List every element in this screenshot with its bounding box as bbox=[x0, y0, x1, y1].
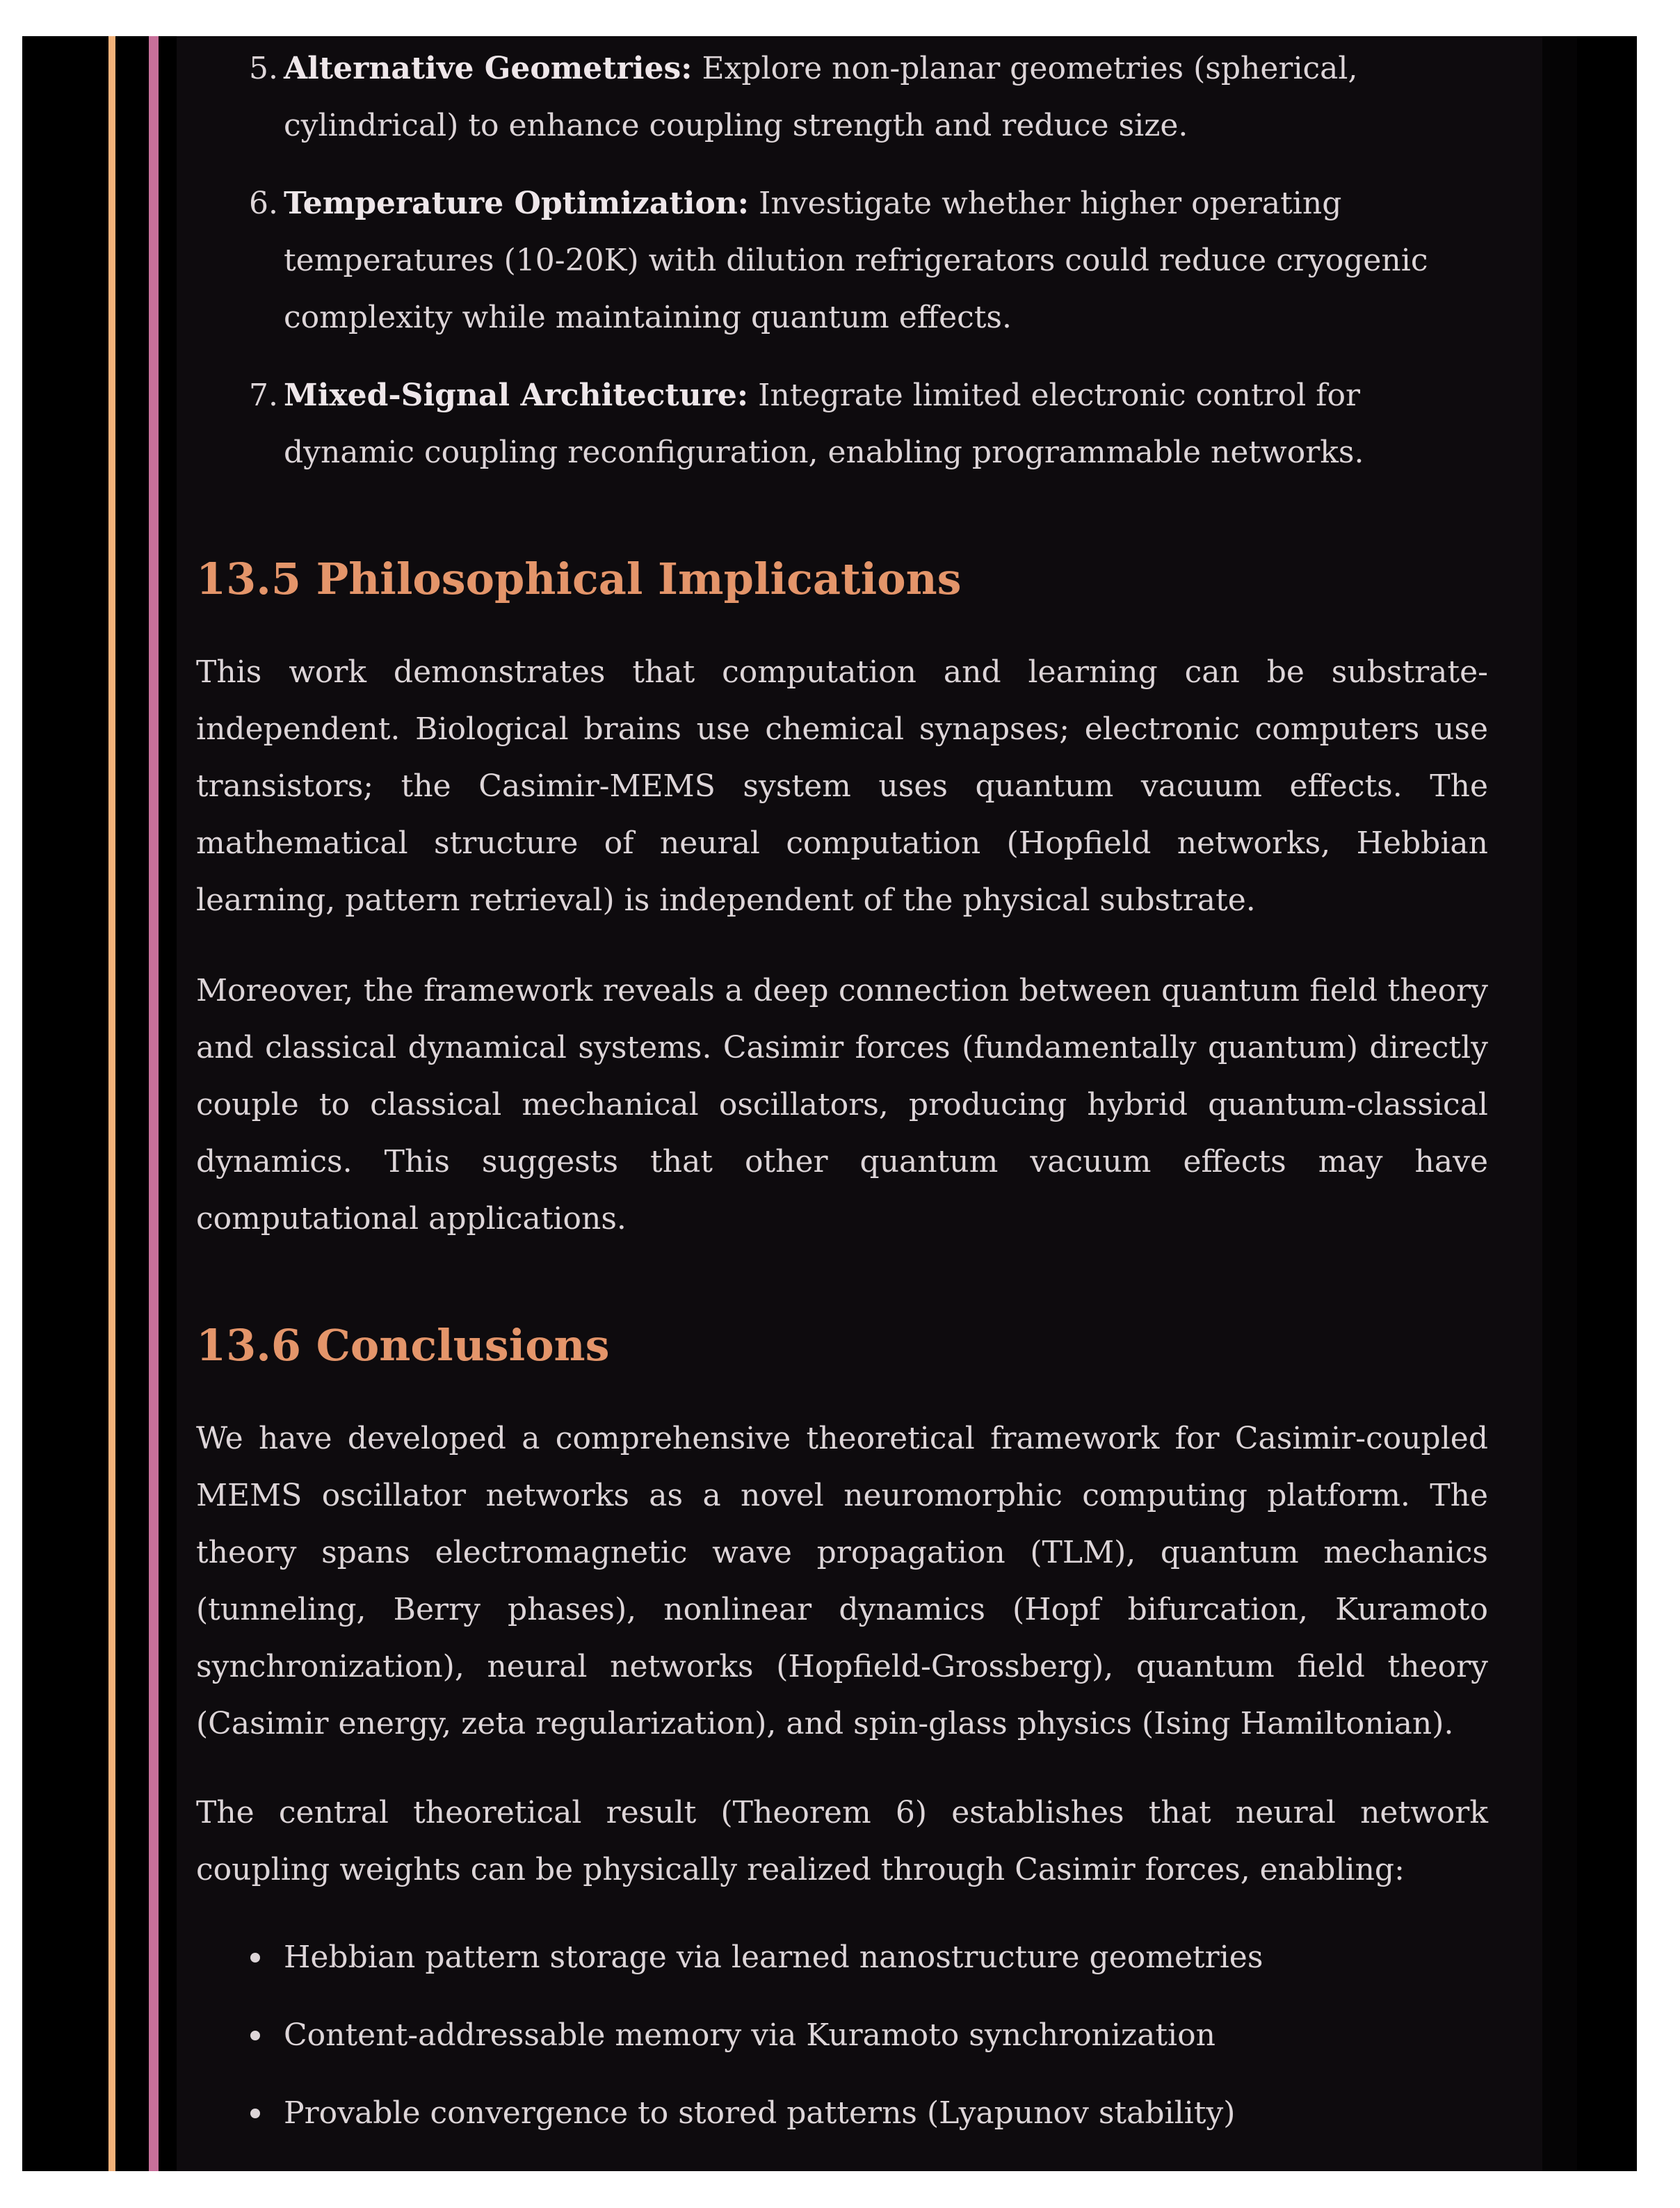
bullet-item bbox=[196, 2085, 1488, 2142]
document-content bbox=[196, 36, 1488, 2163]
bullet-dot-icon bbox=[250, 2109, 260, 2118]
section-heading-13-5: 13.5 Philosophical Implications bbox=[196, 554, 962, 604]
list-number: 7. bbox=[249, 378, 278, 413]
paragraph: We have developed a comprehensive theoretical framework for Casimir-coupled MEMS oscillator networks as a novel neuromorphic computing platform. The theory spans electromagnetic wave propagation (TLM), quantum mechanics (tunneling, Berry phases), nonlinear dynamics (Hopf bifurcation, Kuramoto synchronization), neural networks (Hopfield-Grossberg), quantum field theory (Casimir energy, zeta regularization), and spin-glass physics (Ising Hamiltonian). bbox=[196, 1421, 1488, 1741]
pink-accent-stripe bbox=[149, 36, 159, 2171]
bullet-list bbox=[196, 1929, 1488, 2142]
list-item-6 bbox=[196, 175, 1488, 346]
list-item-title: Mixed-Signal Architecture: bbox=[284, 378, 749, 413]
numbered-list bbox=[196, 40, 1488, 481]
right-margin-band bbox=[1542, 36, 1577, 2171]
bullet-item bbox=[196, 2007, 1488, 2064]
list-number: 6. bbox=[249, 186, 278, 221]
list-item-5 bbox=[196, 40, 1488, 154]
list-item-7 bbox=[196, 367, 1488, 481]
orange-accent-stripe bbox=[108, 36, 115, 2171]
bullet-text: Provable convergence to stored patterns (Lyapunov stability) bbox=[284, 2095, 1236, 2131]
bullet-dot-icon bbox=[250, 1953, 260, 1963]
page-frame bbox=[22, 36, 1637, 2171]
list-number: 5. bbox=[249, 51, 278, 86]
paragraph: The central theoretical result (Theorem 6) establishes that neural network coupling weights can be physically realized through Casimir forces, enabling: bbox=[196, 1795, 1488, 1887]
section-heading-13-6: 13.6 Conclusions bbox=[196, 1320, 610, 1371]
list-item-title: Alternative Geometries: bbox=[284, 51, 693, 86]
bullet-dot-icon bbox=[250, 2031, 260, 2040]
paragraph: This work demonstrates that computation and learning can be substrate-independent. Biological brains use chemical synapses; electronic computers use transistors; the Casimir-MEMS system uses quantum vacuum effects. The mathematical structure of neural computation (Hopfield networks, Hebbian learning, pattern retrieval) is independent of the physical substrate. bbox=[196, 654, 1488, 918]
paragraph: Moreover, the framework reveals a deep connection between quantum field theory and classical dynamical systems. Casimir forces (fundamentally quantum) directly couple to classical mechanical oscillators, producing hybrid quantum-classical dynamics. This suggests that other quantum vacuum effects may have computational applications. bbox=[196, 973, 1488, 1236]
bullet-item bbox=[196, 1929, 1488, 1986]
bullet-text: Content-addressable memory via Kuramoto synchronization bbox=[284, 2017, 1215, 2053]
bullet-text: Hebbian pattern storage via learned nanostructure geometries bbox=[284, 1940, 1263, 1975]
list-item-title: Temperature Optimization: bbox=[284, 186, 750, 221]
list-item-text: Integrate limited electronic control for dynamic coupling reconfiguration, enabling programmable networks. bbox=[284, 378, 1364, 470]
list-item-text: Investigate whether higher operating temperatures (10-20K) with dilution refrigerators could reduce cryogenic complexity while maintaining quantum effects. bbox=[284, 186, 1428, 335]
list-item-text: Explore non-planar geometries (spherical, cylindrical) to enhance coupling strength and reduce size. bbox=[284, 51, 1358, 143]
